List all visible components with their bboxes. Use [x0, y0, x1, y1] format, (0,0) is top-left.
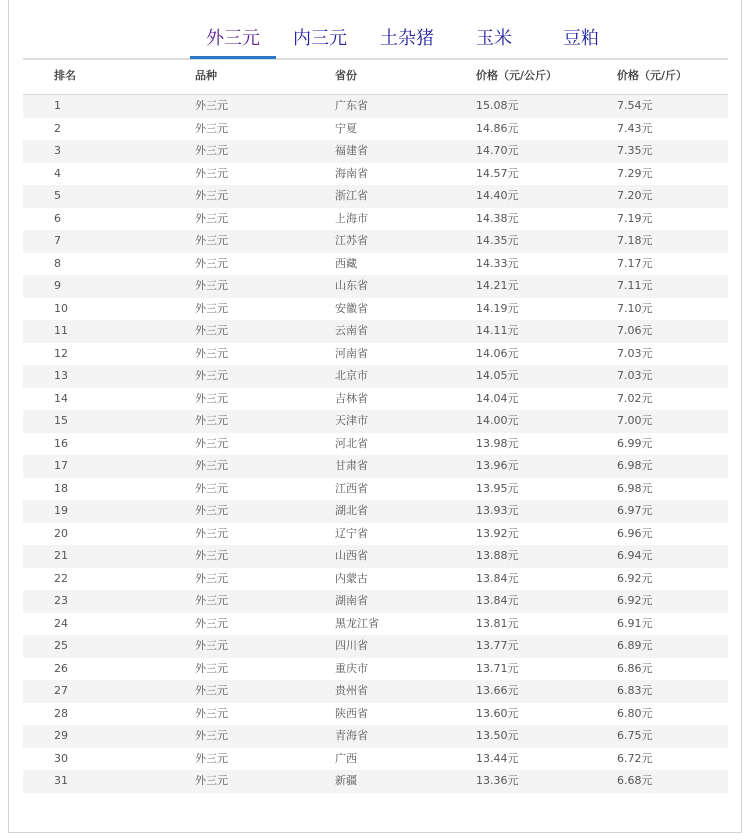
cell-province: 陕西省 [335, 706, 368, 720]
cell-breed: 外三元 [195, 234, 228, 247]
cell-rank: 16 [54, 436, 68, 450]
cell-price-kg: 14.40元 [476, 189, 519, 202]
table-row [23, 320, 728, 343]
cell-rank: 15 [54, 414, 68, 427]
cell-breed: 外三元 [195, 99, 228, 112]
cell-province: 安徽省 [335, 301, 368, 315]
cell-breed: 外三元 [195, 189, 228, 202]
cell-province: 上海市 [335, 211, 368, 225]
cell-price-jin: 6.92元 [617, 594, 653, 607]
cell-price-jin: 7.29元 [617, 166, 653, 180]
cell-breed: 外三元 [195, 459, 228, 472]
cell-rank: 23 [54, 594, 68, 607]
table-header [23, 60, 728, 95]
cell-price-jin: 6.91元 [617, 616, 653, 630]
cell-price-jin: 6.83元 [617, 684, 653, 697]
cell-breed: 外三元 [195, 684, 228, 697]
cell-rank: 3 [54, 144, 61, 157]
cell-rank: 25 [54, 639, 68, 652]
cell-rank: 26 [54, 661, 68, 675]
header-rank: 排名 [54, 69, 76, 82]
cell-rank: 27 [54, 684, 68, 697]
cell-price-kg: 14.19元 [476, 301, 519, 315]
cell-rank: 21 [54, 549, 68, 562]
price-table [23, 60, 728, 793]
cell-province: 浙江省 [335, 189, 368, 202]
active-tab-indicator [190, 56, 276, 59]
cell-price-kg: 14.11元 [476, 324, 519, 337]
cell-breed: 外三元 [195, 661, 228, 675]
table-row [23, 590, 728, 613]
cell-province: 天津市 [335, 414, 368, 427]
cell-breed: 外三元 [195, 144, 228, 157]
table-row [23, 208, 728, 231]
cell-price-kg: 14.04元 [476, 391, 519, 405]
cell-rank: 30 [54, 751, 68, 765]
table-row [23, 545, 728, 568]
cell-rank: 29 [54, 729, 68, 742]
cell-breed: 外三元 [195, 616, 228, 630]
cell-price-jin: 7.02元 [617, 391, 653, 405]
cell-price-kg: 14.06元 [476, 346, 519, 360]
cell-rank: 22 [54, 571, 68, 585]
cell-rank: 18 [54, 481, 68, 495]
cell-rank: 1 [54, 99, 61, 112]
cell-price-jin: 6.86元 [617, 661, 653, 675]
cell-price-kg: 14.70元 [476, 144, 519, 157]
cell-price-jin: 7.35元 [617, 144, 653, 157]
tab-bar [23, 22, 728, 60]
cell-rank: 13 [54, 369, 68, 382]
cell-province: 北京市 [335, 369, 368, 382]
cell-price-jin: 7.20元 [617, 189, 653, 202]
table-row [23, 523, 728, 546]
cell-price-kg: 13.77元 [476, 639, 519, 652]
cell-province: 西藏 [335, 256, 357, 270]
cell-price-kg: 14.38元 [476, 211, 519, 225]
cell-province: 湖南省 [335, 594, 368, 607]
cell-province: 广西 [335, 751, 357, 765]
cell-province: 海南省 [335, 166, 368, 180]
cell-price-jin: 7.00元 [617, 414, 653, 427]
cell-price-kg: 13.50元 [476, 729, 519, 742]
table-row [23, 365, 728, 388]
cell-price-jin: 6.72元 [617, 751, 653, 765]
cell-breed: 外三元 [195, 166, 228, 180]
cell-breed: 外三元 [195, 211, 228, 225]
cell-province: 重庆市 [335, 661, 368, 675]
cell-breed: 外三元 [195, 729, 228, 742]
cell-rank: 20 [54, 526, 68, 540]
table-row [23, 680, 728, 703]
price-panel [8, 0, 742, 833]
cell-breed: 外三元 [195, 391, 228, 405]
cell-price-jin: 6.97元 [617, 504, 653, 517]
cell-rank: 6 [54, 211, 61, 225]
cell-province: 新疆 [335, 774, 357, 787]
cell-breed: 外三元 [195, 706, 228, 720]
cell-price-kg: 14.33元 [476, 256, 519, 270]
table-row [23, 230, 728, 253]
cell-price-kg: 15.08元 [476, 99, 519, 112]
header-province: 省份 [335, 69, 357, 82]
table-row [23, 748, 728, 771]
cell-breed: 外三元 [195, 436, 228, 450]
cell-price-kg: 13.96元 [476, 459, 519, 472]
header-price-jin: 价格（元/斤） [617, 69, 688, 82]
cell-price-jin: 7.03元 [617, 346, 653, 360]
cell-rank: 11 [54, 324, 68, 337]
cell-province: 黑龙江省 [335, 616, 379, 630]
cell-breed: 外三元 [195, 301, 228, 315]
cell-province: 辽宁省 [335, 526, 368, 540]
cell-price-kg: 14.00元 [476, 414, 519, 427]
cell-province: 宁夏 [335, 121, 357, 135]
cell-province: 山西省 [335, 549, 368, 562]
cell-province: 云南省 [335, 324, 368, 337]
table-row [23, 613, 728, 636]
cell-rank: 19 [54, 504, 68, 517]
cell-price-jin: 6.99元 [617, 436, 653, 450]
cell-breed: 外三元 [195, 774, 228, 787]
cell-price-kg: 13.66元 [476, 684, 519, 697]
table-body [23, 95, 728, 793]
cell-province: 甘肃省 [335, 459, 368, 472]
table-row [23, 298, 728, 321]
cell-price-kg: 13.95元 [476, 481, 519, 495]
cell-price-kg: 13.84元 [476, 594, 519, 607]
cell-price-jin: 6.75元 [617, 729, 653, 742]
cell-price-jin: 7.10元 [617, 301, 653, 315]
cell-price-kg: 13.88元 [476, 549, 519, 562]
table-row [23, 163, 728, 186]
tab-dou-po[interactable]: 豆粕 [563, 28, 599, 49]
cell-price-jin: 6.98元 [617, 459, 653, 472]
cell-breed: 外三元 [195, 414, 228, 427]
cell-price-jin: 7.17元 [617, 256, 653, 270]
cell-price-jin: 6.68元 [617, 774, 653, 787]
cell-breed: 外三元 [195, 526, 228, 540]
cell-price-jin: 6.89元 [617, 639, 653, 652]
cell-price-kg: 13.98元 [476, 436, 519, 450]
cell-rank: 17 [54, 459, 68, 472]
table-row [23, 703, 728, 726]
cell-breed: 外三元 [195, 481, 228, 495]
cell-price-kg: 14.35元 [476, 234, 519, 247]
table-row [23, 388, 728, 411]
cell-rank: 10 [54, 301, 68, 315]
cell-province: 河南省 [335, 346, 368, 360]
cell-province: 湖北省 [335, 504, 368, 517]
table-row [23, 478, 728, 501]
header-breed: 品种 [195, 69, 217, 82]
cell-province: 江苏省 [335, 234, 368, 247]
cell-price-kg: 13.84元 [476, 571, 519, 585]
cell-breed: 外三元 [195, 639, 228, 652]
cell-rank: 14 [54, 391, 68, 405]
table-row [23, 140, 728, 163]
cell-province: 贵州省 [335, 684, 368, 697]
cell-price-jin: 7.11元 [617, 279, 653, 292]
cell-price-jin: 7.06元 [617, 324, 653, 337]
cell-breed: 外三元 [195, 571, 228, 585]
cell-province: 广东省 [335, 99, 368, 112]
cell-price-kg: 13.36元 [476, 774, 519, 787]
table-row [23, 725, 728, 748]
cell-rank: 7 [54, 234, 61, 247]
table-row [23, 118, 728, 141]
cell-price-jin: 7.54元 [617, 99, 653, 112]
cell-province: 青海省 [335, 729, 368, 742]
cell-breed: 外三元 [195, 121, 228, 135]
cell-price-kg: 13.93元 [476, 504, 519, 517]
cell-rank: 5 [54, 189, 61, 202]
cell-price-jin: 7.19元 [617, 211, 653, 225]
tab-tu-za-zhu[interactable]: 土杂猪 [380, 28, 434, 49]
cell-rank: 24 [54, 616, 68, 630]
cell-price-kg: 13.44元 [476, 751, 519, 765]
cell-price-jin: 6.94元 [617, 549, 653, 562]
cell-province: 四川省 [335, 639, 368, 652]
table-row [23, 253, 728, 276]
cell-breed: 外三元 [195, 549, 228, 562]
cell-breed: 外三元 [195, 751, 228, 765]
cell-rank: 2 [54, 121, 61, 135]
cell-rank: 31 [54, 774, 68, 787]
tab-nei-san-yuan[interactable]: 内三元 [293, 28, 347, 49]
cell-price-kg: 13.92元 [476, 526, 519, 540]
cell-price-jin: 7.43元 [617, 121, 653, 135]
cell-breed: 外三元 [195, 346, 228, 360]
table-row [23, 658, 728, 681]
table-row [23, 275, 728, 298]
table-row [23, 410, 728, 433]
table-row [23, 770, 728, 793]
table-row [23, 343, 728, 366]
cell-rank: 28 [54, 706, 68, 720]
tab-wai-san-yuan[interactable]: 外三元 [206, 28, 260, 49]
cell-province: 内蒙古 [335, 571, 368, 585]
cell-rank: 12 [54, 346, 68, 360]
cell-breed: 外三元 [195, 369, 228, 382]
table-row [23, 185, 728, 208]
cell-rank: 9 [54, 279, 61, 292]
cell-price-kg: 14.86元 [476, 121, 519, 135]
cell-price-jin: 6.98元 [617, 481, 653, 495]
table-row [23, 635, 728, 658]
cell-price-kg: 13.71元 [476, 661, 519, 675]
cell-province: 河北省 [335, 436, 368, 450]
cell-rank: 4 [54, 166, 61, 180]
cell-breed: 外三元 [195, 256, 228, 270]
table-row [23, 433, 728, 456]
cell-province: 吉林省 [335, 391, 368, 405]
cell-breed: 外三元 [195, 594, 228, 607]
cell-price-jin: 7.18元 [617, 234, 653, 247]
cell-price-kg: 13.81元 [476, 616, 519, 630]
cell-price-jin: 7.03元 [617, 369, 653, 382]
cell-breed: 外三元 [195, 324, 228, 337]
table-row [23, 455, 728, 478]
cell-province: 江西省 [335, 481, 368, 495]
cell-price-kg: 14.57元 [476, 166, 519, 180]
table-row [23, 95, 728, 118]
cell-breed: 外三元 [195, 504, 228, 517]
cell-price-jin: 6.80元 [617, 706, 653, 720]
table-row [23, 500, 728, 523]
cell-price-kg: 14.05元 [476, 369, 519, 382]
cell-rank: 8 [54, 256, 61, 270]
cell-breed: 外三元 [195, 279, 228, 292]
cell-price-kg: 14.21元 [476, 279, 519, 292]
cell-province: 山东省 [335, 279, 368, 292]
cell-price-jin: 6.96元 [617, 526, 653, 540]
tab-yu-mi[interactable]: 玉米 [476, 28, 512, 49]
table-row [23, 568, 728, 591]
header-price-kg: 价格（元/公斤） [476, 69, 558, 82]
cell-province: 福建省 [335, 144, 368, 157]
cell-price-jin: 6.92元 [617, 571, 653, 585]
cell-price-kg: 13.60元 [476, 706, 519, 720]
